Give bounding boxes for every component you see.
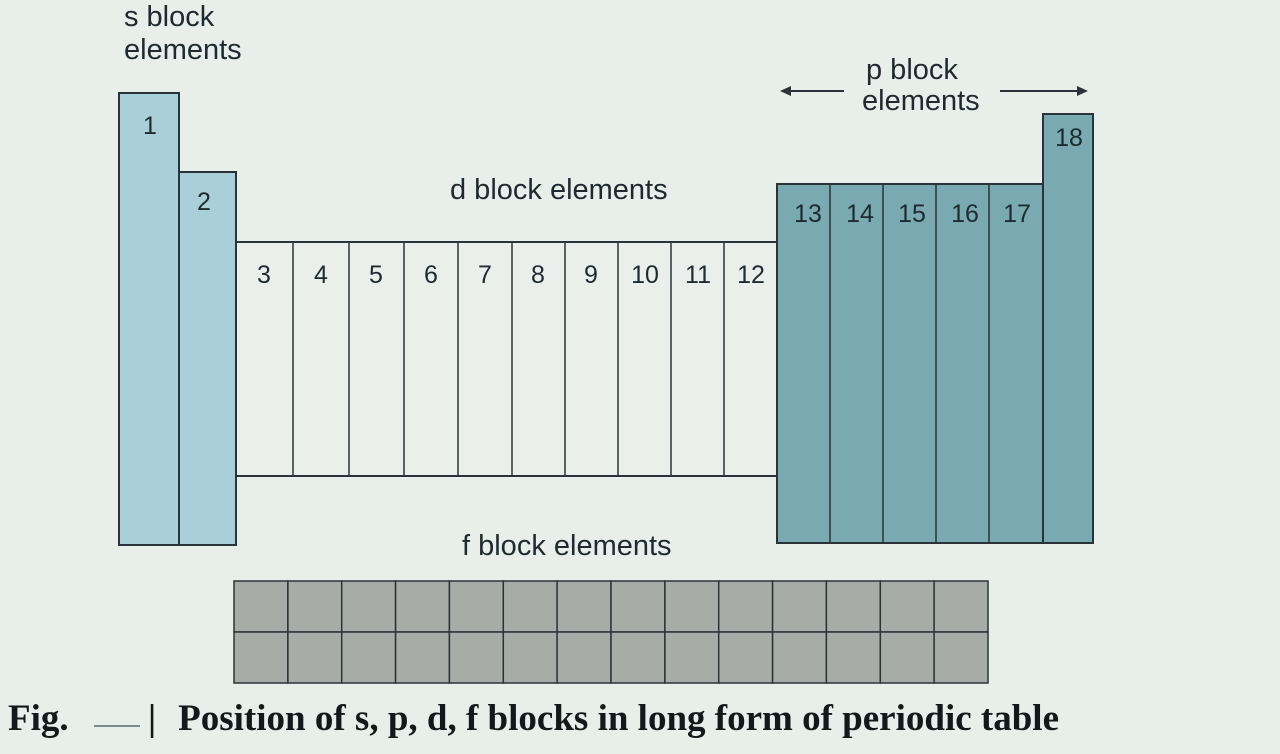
group-2-number: 2 [197, 188, 211, 216]
group-2-column [179, 172, 236, 545]
f-block-cell [719, 632, 773, 683]
caption-separator: | [148, 698, 157, 739]
group-15-number: 15 [898, 200, 926, 228]
p-block-right-arrow [1000, 86, 1088, 96]
f-block-cell [557, 581, 611, 632]
p-block-label-line2: elements [862, 85, 980, 117]
f-block-cell [773, 632, 827, 683]
caption-figure-number-blank [94, 717, 140, 727]
f-block-cell [826, 632, 880, 683]
group-18-column [1043, 114, 1093, 543]
f-block-cell [934, 632, 988, 683]
group-1-column [119, 93, 179, 545]
f-block-cell [826, 581, 880, 632]
group-7-number: 7 [478, 261, 492, 289]
group-12-number: 12 [737, 261, 765, 289]
group-5-number: 5 [369, 261, 383, 289]
group-6-number: 6 [424, 261, 438, 289]
group-10-number: 10 [631, 261, 659, 289]
f-block-cell [342, 632, 396, 683]
f-block-cell [773, 581, 827, 632]
s-block-label-line1: s block [124, 1, 215, 33]
f-block-cell [611, 632, 665, 683]
caption-fig-prefix: Fig. [8, 698, 69, 739]
f-block-cell [934, 581, 988, 632]
p-block-left-arrow [780, 86, 844, 96]
d-block-label: d block elements [450, 174, 668, 206]
f-block-cell [557, 632, 611, 683]
f-block-cell [880, 632, 934, 683]
f-block-cell [396, 632, 450, 683]
p-block [777, 114, 1093, 543]
group-18-number: 18 [1055, 124, 1083, 152]
group-11-number: 11 [685, 261, 711, 289]
f-block-cell [288, 581, 342, 632]
group-3-number: 3 [257, 261, 271, 289]
f-block-cell [288, 632, 342, 683]
s-block [119, 93, 236, 545]
f-block-cell [342, 581, 396, 632]
p-block-label-line1: p block [866, 54, 958, 86]
group-16-number: 16 [951, 200, 979, 228]
f-block-cell [234, 581, 288, 632]
f-block-cell [611, 581, 665, 632]
d-block [236, 242, 777, 476]
group-4-number: 4 [314, 261, 328, 289]
group-8-number: 8 [531, 261, 545, 289]
group-13-number: 13 [794, 200, 822, 228]
group-17-number: 17 [1003, 200, 1031, 228]
group-1-number: 1 [143, 112, 157, 140]
figure-caption [8, 697, 1268, 747]
group-9-number: 9 [584, 261, 598, 289]
f-block-cell [449, 632, 503, 683]
f-block-cell [234, 632, 288, 683]
f-block-cell [449, 581, 503, 632]
f-block-cell [396, 581, 450, 632]
f-block-cell [665, 581, 719, 632]
group-14-number: 14 [846, 200, 874, 228]
f-block-cell [665, 632, 719, 683]
f-block-label: f block elements [462, 530, 672, 562]
p-block-frame [777, 184, 1043, 543]
s-block-label-line2: elements [124, 34, 242, 66]
caption-text: Position of s, p, d, f blocks in long form of periodic table [178, 698, 1060, 739]
f-block-cell [503, 632, 557, 683]
f-block-cell [503, 581, 557, 632]
f-block-grid [234, 581, 988, 683]
f-block-cell [719, 581, 773, 632]
f-block-cell [880, 581, 934, 632]
